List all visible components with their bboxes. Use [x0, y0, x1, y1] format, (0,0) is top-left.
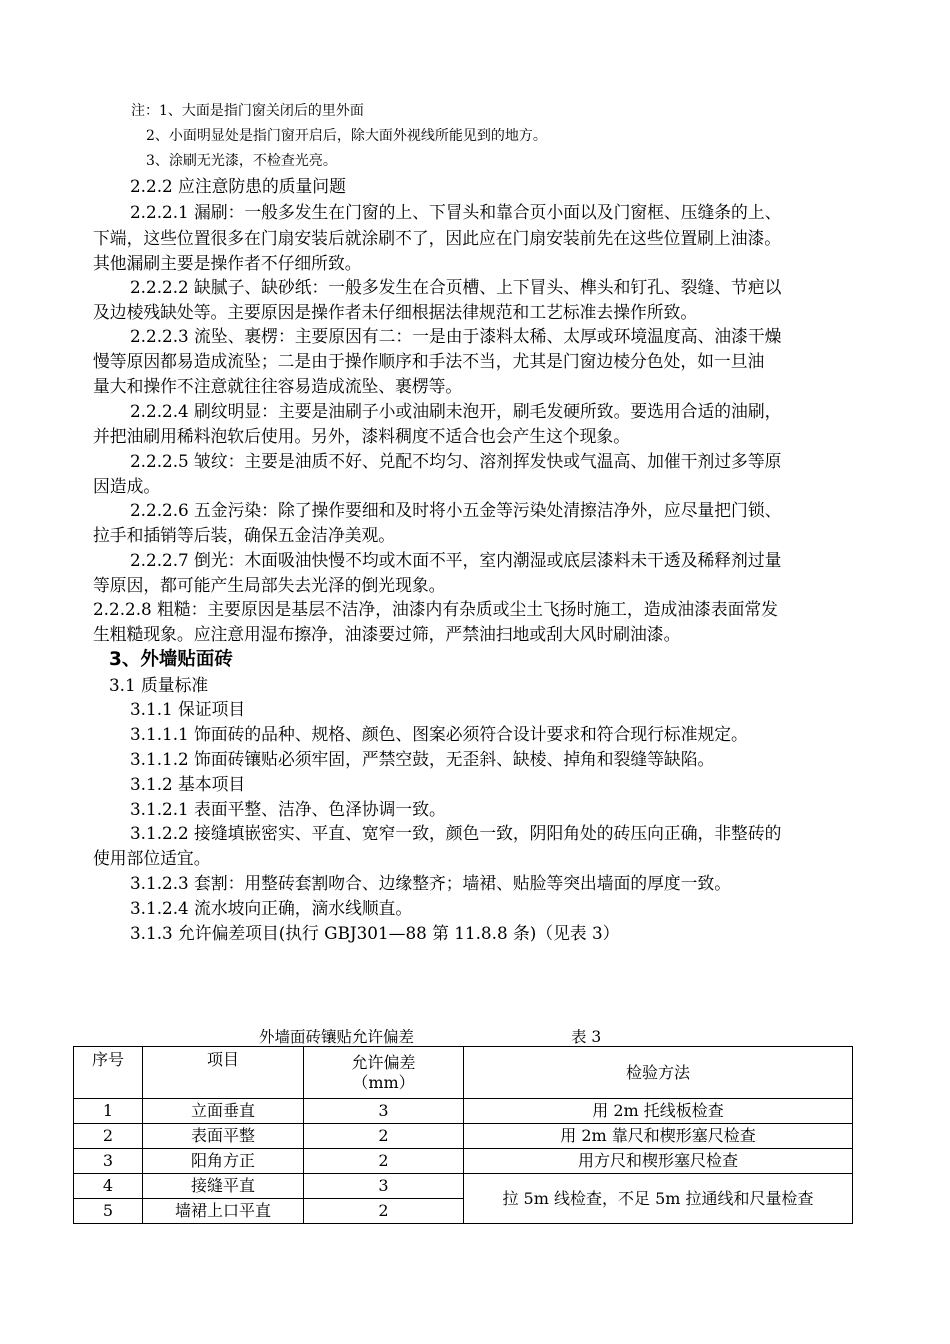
row-tolerance: 3 — [304, 1099, 464, 1124]
note-line: 2、小面明显处是指门窗开启后，除大面外视线所能见到的地方。 — [146, 128, 547, 144]
body-line: 2.2.2.1 漏刷：一般多发生在门窗的上、下冒头和靠合页小面以及门窗框、压缝条的上、 — [130, 202, 782, 222]
body-line: 2.2.2.3 流坠、裹楞：主要原因有二：一是由于漆料太稀、太厚或环境温度高、油漆干燥 — [130, 326, 782, 346]
row-item: 阳角方正 — [143, 1149, 304, 1174]
header-cell-method: 检验方法 — [464, 1047, 853, 1099]
body-line: 3.1.2.3 套割：用整砖套割吻合、边缘整齐；墙裙、贴脸等突出墙面的厚度一致。 — [130, 873, 732, 893]
header-cell-item: 项目 — [143, 1047, 304, 1099]
table-row — [74, 1099, 853, 1124]
row-item: 墙裙上口平直 — [143, 1199, 304, 1224]
body-line: 2.2.2.8 粗糙：主要原因是基层不洁净，油漆内有杂质或尘土飞扬时施工，造成油漆表面常发 — [93, 599, 778, 619]
body-line: 其他漏刷主要是操作者不仔细所致。 — [93, 253, 362, 273]
table-row — [74, 1149, 853, 1174]
body-line: 生粗糙现象。应注意用湿布擦净，油漆要过筛，严禁油扫地或刮大风时刷油漆。 — [93, 624, 681, 644]
body-line: 及边棱残缺处等。主要原因是操作者未仔细根据法律规范和工艺标准去操作所致。 — [93, 302, 698, 322]
body-line: 使用部位适宜。 — [93, 848, 211, 868]
row-method-merged: 拉 5m 线检查，不足 5m 拉通线和尺量检查 — [464, 1174, 853, 1224]
body-line: 2.2.2.7 倒光：木面吸油快慢不均或木面不平，室内潮湿或底层漆料未干透及稀释剂过量 — [130, 550, 782, 570]
body-line: 2.2.2.5 皱纹：主要是油质不好、兑配不均匀、溶剂挥发快或气温高、加催干剂过多等原 — [130, 451, 782, 471]
body-line: 3.1.2.1 表面平整、洁净、色泽协调一致。 — [130, 799, 446, 819]
row-item: 表面平整 — [143, 1124, 304, 1149]
body-line: 3.1.1.2 饰面砖镶贴必须牢固，严禁空鼓，无歪斜、缺棱、掉角和裂缝等缺陷。 — [130, 749, 715, 769]
section-heading: 3、外墙贴面砖 — [109, 649, 233, 670]
row-item: 立面垂直 — [143, 1099, 304, 1124]
body-line: 3.1.3 允许偏差项目(执行 GBJ301—88 第 11.8.8 条)（见表 3） — [130, 923, 620, 943]
table-label: 表 3 — [571, 1028, 602, 1046]
body-line: 3.1.2 基本项目 — [130, 774, 246, 794]
row-tolerance: 3 — [304, 1174, 464, 1199]
body-line: 拉手和插销等后装，确保五金洁净美观。 — [93, 525, 396, 545]
body-line: 量大和操作不注意就往往容易造成流坠、裹楞等。 — [93, 376, 463, 396]
row-index: 1 — [74, 1099, 143, 1124]
row-tolerance: 2 — [304, 1124, 464, 1149]
body-line: 2.2.2.4 刷纹明显：主要是油刷子小或油刷未泡开，刷毛发硬所致。要选用合适的油刷， — [130, 401, 782, 421]
row-tolerance: 2 — [304, 1149, 464, 1174]
body-line: 3.1.2.4 流水坡向正确，滴水线顺直。 — [130, 898, 413, 918]
body-line: 2.2.2 应注意防患的质量问题 — [130, 176, 346, 196]
row-index: 5 — [74, 1199, 143, 1224]
body-line: 3.1.1 保证项目 — [130, 699, 246, 719]
body-line: 2.2.2.6 五金污染：除了操作要细和及时将小五金等污染处清擦洁净外，应尽量把门锁、 — [130, 500, 782, 520]
row-method: 用 2m 靠尺和楔形塞尺检查 — [464, 1124, 853, 1149]
body-line: 2.2.2.2 缺腻子、缺砂纸：一般多发生在合页槽、上下冒头、榫头和钉孔、裂缝、节疤以 — [130, 277, 782, 297]
row-index: 2 — [74, 1124, 143, 1149]
row-tolerance: 2 — [304, 1199, 464, 1224]
header-tolerance-unit: （mm） — [352, 1072, 415, 1092]
body-line: 下端，这些位置很多在门扇安装后就涂刷不了，因此应在门扇安装前先在这些位置刷上油漆。 — [93, 228, 782, 248]
header-cell-tolerance — [304, 1047, 464, 1099]
note-line: 3、涂刷无光漆，不检查光亮。 — [146, 153, 337, 169]
row-method: 用方尺和楔形塞尺检查 — [464, 1149, 853, 1174]
table-row — [74, 1124, 853, 1149]
header-tolerance-label: 允许偏差 — [351, 1053, 416, 1073]
table-header-row — [74, 1047, 853, 1099]
body-line: 并把油刷用稀料泡软后使用。另外，漆料稠度不适合也会产生这个现象。 — [93, 426, 631, 446]
body-line: 3.1.2.2 接缝填嵌密实、平直、宽窄一致，颜色一致，阴阳角处的砖压向正确，非整砖的 — [130, 823, 782, 843]
table-title: 外墙面砖镶贴允许偏差 — [259, 1028, 415, 1046]
deviation-table — [73, 1046, 853, 1224]
row-item: 接缝平直 — [143, 1174, 304, 1199]
header-cell-index: 序号 — [74, 1047, 143, 1099]
body-line: 3.1 质量标准 — [109, 675, 209, 695]
body-line: 3.1.1.1 饰面砖的品种、规格、颜色、图案必须符合设计要求和符合现行标准规定。 — [130, 724, 748, 744]
body-line: 等原因，都可能产生局部失去光泽的倒光现象。 — [93, 575, 446, 595]
body-line: 慢等原因都易造成流坠；二是由于操作顺序和手法不当，尤其是门窗边棱分色处，如一旦油 — [93, 351, 765, 371]
body-line: 因造成。 — [93, 476, 161, 496]
row-index: 4 — [74, 1174, 143, 1199]
table-row — [74, 1174, 853, 1199]
note-line: 注：1、大面是指门窗关闭后的里外面 — [131, 103, 364, 119]
row-method: 用 2m 托线板检查 — [464, 1099, 853, 1124]
row-index: 3 — [74, 1149, 143, 1174]
